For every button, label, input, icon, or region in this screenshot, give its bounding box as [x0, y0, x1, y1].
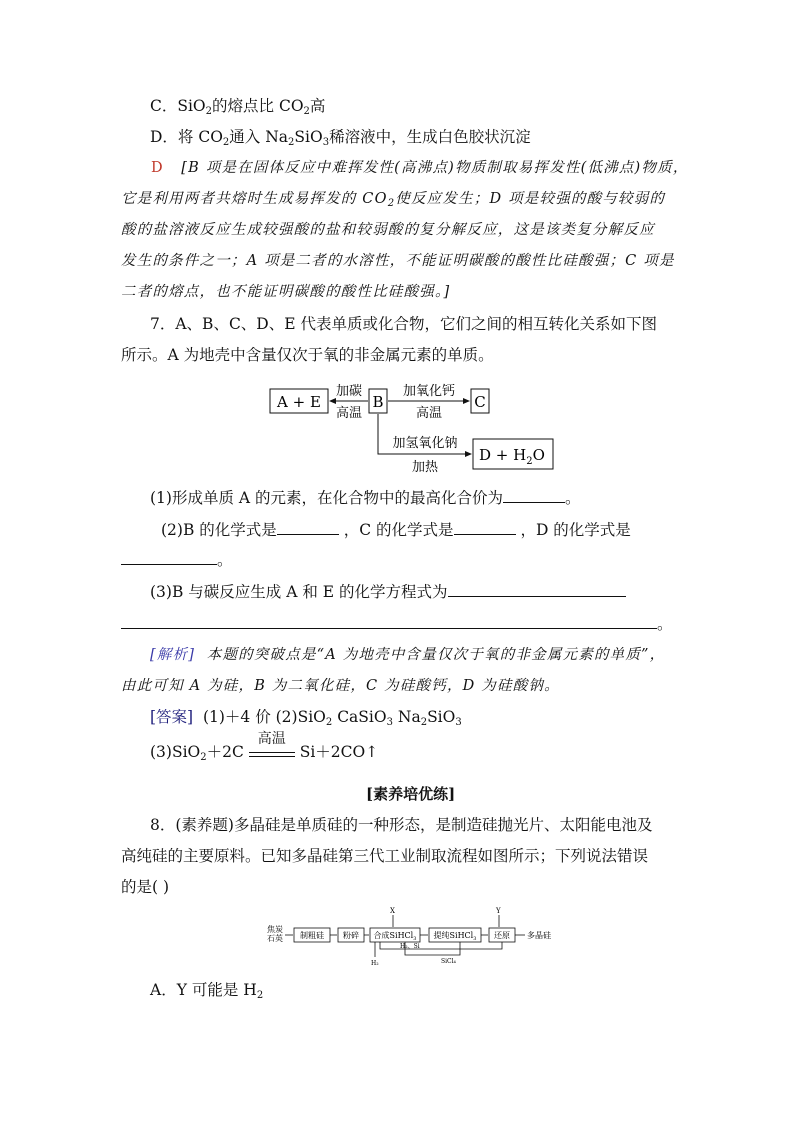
flow-step-3: 合成SiHCl$_3$: [373, 931, 417, 942]
equation-condition: 高温: [249, 744, 295, 757]
box-c-text: C: [474, 393, 486, 411]
q8-stem-line1: 8．(素养题)多晶硅是单质硅的一种形态，是制造硅抛光片、太阳能电池及: [150, 816, 653, 834]
flow-recycle-h2-si: [380, 942, 502, 949]
flow-h2-si-label: H₂、Si: [400, 943, 420, 950]
answer-blank-1[interactable]: [503, 488, 565, 503]
flow-h2-label: H₂: [371, 960, 379, 967]
q8-stem-line2: 高纯硅的主要原料。已知多晶硅第三代工业制取流程如图所示；下列说法错误: [121, 847, 649, 865]
q6-answer-letter: D: [151, 160, 164, 176]
arrowhead-b-to-d: [465, 451, 472, 457]
arrowhead-b-to-c: [463, 398, 470, 404]
equation-line: (3)SiO$_2$＋2C 高温 Si＋2CO↑: [150, 731, 379, 763]
q8-stem-line3: 的是( ): [121, 878, 170, 896]
answer-blank-5[interactable]: [448, 582, 626, 597]
label-add-cao: 加氧化钙: [402, 384, 456, 399]
answer-blank-3[interactable]: [454, 520, 516, 535]
q6-answer-line5: 二者的熔点，也不能证明碳酸的酸性比硅酸强。]: [121, 284, 451, 300]
label-high-temp-2: 高温: [415, 406, 443, 421]
flow-y-label: Y: [496, 907, 501, 915]
q6-answer-line3: 酸的盐溶液反应生成较强酸的盐和较弱酸的复分解反应，这是该类复分解反应: [121, 222, 655, 238]
label-add-naoh: 加氢氧化钠: [392, 436, 458, 451]
q7-stem-line2: 所示。A 为地壳中含量仅次于氧的非金属元素的单质。: [121, 346, 494, 364]
analysis-tag: [解析]: [150, 647, 196, 663]
q7-sub2: (2)B 的化学式是 ，C 的化学式是 ，D 的化学式是: [161, 521, 631, 539]
flow-step-4: 提纯SiHCl$_3$: [433, 931, 477, 942]
flow-step-2: 粉碎: [343, 931, 359, 940]
option-d: D．将 $CO_2$通入 $Na_2SiO_3$稀溶液中，生成白色胶状沉淀: [150, 128, 531, 148]
answer-blank-2[interactable]: [277, 520, 339, 535]
arrowhead-b-to-ae: [329, 398, 336, 404]
box-a-e-text: A + E: [277, 393, 321, 411]
q7-sub2-cont: 。: [121, 550, 233, 570]
box-b-text: B: [372, 393, 384, 411]
q8-option-a: A．Y 可能是 $H_2$: [150, 981, 264, 1001]
option-c: C．SiO$_2$的熔点比 $CO_2$高: [150, 97, 326, 117]
answer-blank-4[interactable]: [121, 550, 217, 565]
answer-blank-6[interactable]: [121, 614, 657, 629]
q6-answer-line1: D [B 项是在固体反应中难挥发性(高沸点)物质制取易挥发性(低沸点)物质，: [151, 160, 689, 176]
box-d-text: $D + H_2O$: [479, 446, 545, 467]
flow-x-label: X: [390, 907, 395, 915]
label-add-carbon: 加碳: [335, 384, 363, 399]
section-title: [素养培优练]: [366, 785, 456, 803]
input-quartz: 石英: [267, 934, 283, 943]
label-heat: 加热: [411, 460, 439, 475]
label-high-temp-1: 高温: [335, 406, 363, 421]
input-coke: 焦炭: [267, 925, 283, 934]
q7-stem-line1: 7．A、B、C、D、E 代表单质或化合物，它们之间的相互转化关系如下图: [150, 315, 657, 333]
answer-line: [答案] (1)＋4 价 (2)SiO$_2$ CaSiO$_3$ $Na_2SiO_3$: [150, 708, 462, 728]
q6-answer-line2: 它是利用两者共熔时生成易挥发的 $CO_2$使反应发生；D 项是较强的酸与较弱的: [121, 191, 666, 209]
flow-sicl4-label: SiCl₄: [441, 958, 456, 965]
q8-flow-diagram: [265, 905, 565, 967]
q7-sub3: (3)B 与碳反应生成 A 和 E 的化学方程式为: [150, 582, 626, 602]
flow-step-1: 制粗硅: [300, 931, 324, 940]
analysis-line2: 由此可知 A 为硅，B 为二氧化硅，C 为硅酸钙，D 为硅酸钠。: [121, 678, 560, 694]
flow-output: 多晶硅: [527, 931, 551, 940]
q7-conversion-diagram: [265, 377, 565, 477]
answer-tag: [答案]: [150, 708, 194, 726]
flow-step-5: 还原: [494, 931, 510, 940]
q6-answer-line4: 发生的条件之一；A 项是二者的水溶性，不能证明碳酸的酸性比硅酸强；C 项是: [121, 253, 675, 269]
q7-sub1: (1)形成单质 A 的元素，在化合物中的最高化合价为 。: [150, 489, 581, 507]
q7-sub3-cont: 。: [121, 614, 673, 634]
analysis-line1: [解析] 本题的突破点是“A 为地壳中含量仅次于氧的非金属元素的单质”，: [150, 647, 666, 663]
